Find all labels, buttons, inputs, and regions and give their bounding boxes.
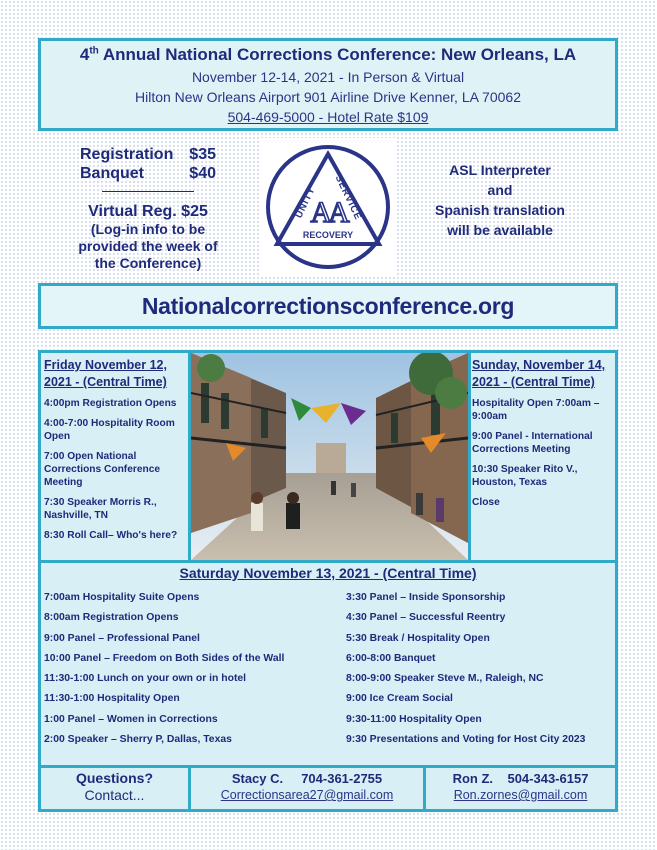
list-item: 8:30 Roll Call– Who's here? xyxy=(44,530,178,541)
list-item: 11:30-1:00 Lunch on your own or in hotel xyxy=(44,673,247,685)
questions-cell xyxy=(41,770,188,804)
sunday-schedule xyxy=(472,357,612,516)
registration-price-row: Registration $35 xyxy=(80,146,216,163)
page-title: 4th Annual National Corrections Conference: New Orleans, LA xyxy=(79,45,577,64)
questions-label: Questions? xyxy=(75,770,153,786)
contact-stacy xyxy=(191,770,423,803)
footer-divider xyxy=(41,765,615,768)
pricing-block xyxy=(68,145,228,272)
list-item: 7:30 Speaker Morris R., Nashville, TN xyxy=(44,497,157,521)
row-divider xyxy=(41,560,615,563)
list-item: 9:00 Panel - International Corrections Meeting xyxy=(472,431,593,455)
contact-name-phone: Ron Z. 504-343-6157 xyxy=(452,771,589,786)
french-quarter-photo xyxy=(191,353,468,560)
aa-logo xyxy=(259,138,397,276)
svg-text:AA: AA xyxy=(310,196,346,229)
aa-logo-graphic xyxy=(259,138,397,276)
list-item: Close xyxy=(472,497,500,508)
list-item: 2:00 Speaker – Sherry P, Dallas, Texas xyxy=(44,734,232,746)
list-item: 9:30-11:00 Hospitality Open xyxy=(346,713,482,725)
sunday-heading: Sunday, November 14, 2021 - (Central Time) xyxy=(472,358,606,389)
list-item: 4:30 Panel – Successful Reentry xyxy=(346,612,506,624)
website-banner xyxy=(38,283,618,329)
list-item: 5:30 Break / Hospitality Open xyxy=(346,632,490,644)
svg-text:RECOVERY: RECOVERY xyxy=(302,230,354,240)
list-item: 3:30 Panel – Inside Sponsorship xyxy=(346,592,506,603)
list-item: 10:00 Panel – Freedom on Both Sides of the Wall xyxy=(44,652,285,664)
banquet-price-row: Banquet $40 xyxy=(80,165,216,182)
website-link[interactable]: Nationalcorrectionsconference.org xyxy=(141,293,515,319)
list-item: 7:00 Open National Corrections Conference Meeting xyxy=(44,451,161,488)
list-item: 7:00am Hospitality Suite Opens xyxy=(44,592,200,603)
saturday-schedule-left xyxy=(44,591,334,753)
saturday-schedule-right xyxy=(346,591,614,753)
list-item: 10:30 Speaker Rito V., Houston, Texas xyxy=(472,464,578,488)
list-item: 9:30 Presentations and Voting for Host City 2023 xyxy=(346,734,586,746)
event-dates: November 12-14, 2021 - In Person & Virtual xyxy=(191,69,465,85)
hotel-phone-rate[interactable]: 504-469-5000 - Hotel Rate $109 xyxy=(227,109,429,125)
list-item: 8:00am Registration Opens xyxy=(44,612,179,624)
list-item: 4:00-7:00 Hospitality Room Open xyxy=(44,418,175,442)
list-item: 4:00pm Registration Opens xyxy=(44,398,177,409)
svg-text:UNITY: UNITY xyxy=(293,185,318,221)
saturday-heading: Saturday November 13, 2021 - (Central Time) xyxy=(179,565,477,581)
event-venue: Hilton New Orleans Airport 901 Airline Drive Kenner, LA 70062 xyxy=(135,89,521,105)
asl-notice: ASL Interpreter and Spanish translation will be available xyxy=(435,162,565,238)
list-item: Hospitality Open 7:00am – 9:00am xyxy=(472,398,600,422)
list-item: 6:00-8:00 Banquet xyxy=(346,652,436,664)
friday-schedule xyxy=(44,357,186,549)
contact-name-phone: Stacy C. 704-361-2755 xyxy=(231,771,383,786)
column-divider xyxy=(468,353,471,561)
list-item: 9:00 Ice Cream Social xyxy=(346,693,453,705)
virtual-registration: Virtual Reg. $25 xyxy=(88,203,208,220)
list-item: 8:00-9:00 Speaker Steve M., Raleigh, NC xyxy=(346,673,544,685)
pricing-divider xyxy=(102,191,194,192)
friday-heading: Friday November 12, 2021 - (Central Time) xyxy=(44,358,167,389)
contact-email-link[interactable]: Ron.zornes@gmail.com xyxy=(453,788,588,802)
list-item: 11:30-1:00 Hospitality Open xyxy=(44,693,180,705)
list-item: 9:00 Panel – Professional Panel xyxy=(44,632,200,644)
svg-text:SERVICE: SERVICE xyxy=(332,173,364,223)
header-banner xyxy=(38,38,618,131)
virtual-note: (Log-in info to be provided the week of the Conference) xyxy=(78,221,218,271)
street-scene-illustration xyxy=(191,353,468,560)
contact-ron xyxy=(426,770,615,803)
contact-label: Contact... xyxy=(84,787,145,803)
list-item: 1:00 Panel – Women in Corrections xyxy=(44,713,218,725)
schedule-grid xyxy=(38,350,618,812)
contact-email-link[interactable]: Correctionsarea27@gmail.com xyxy=(220,788,394,802)
